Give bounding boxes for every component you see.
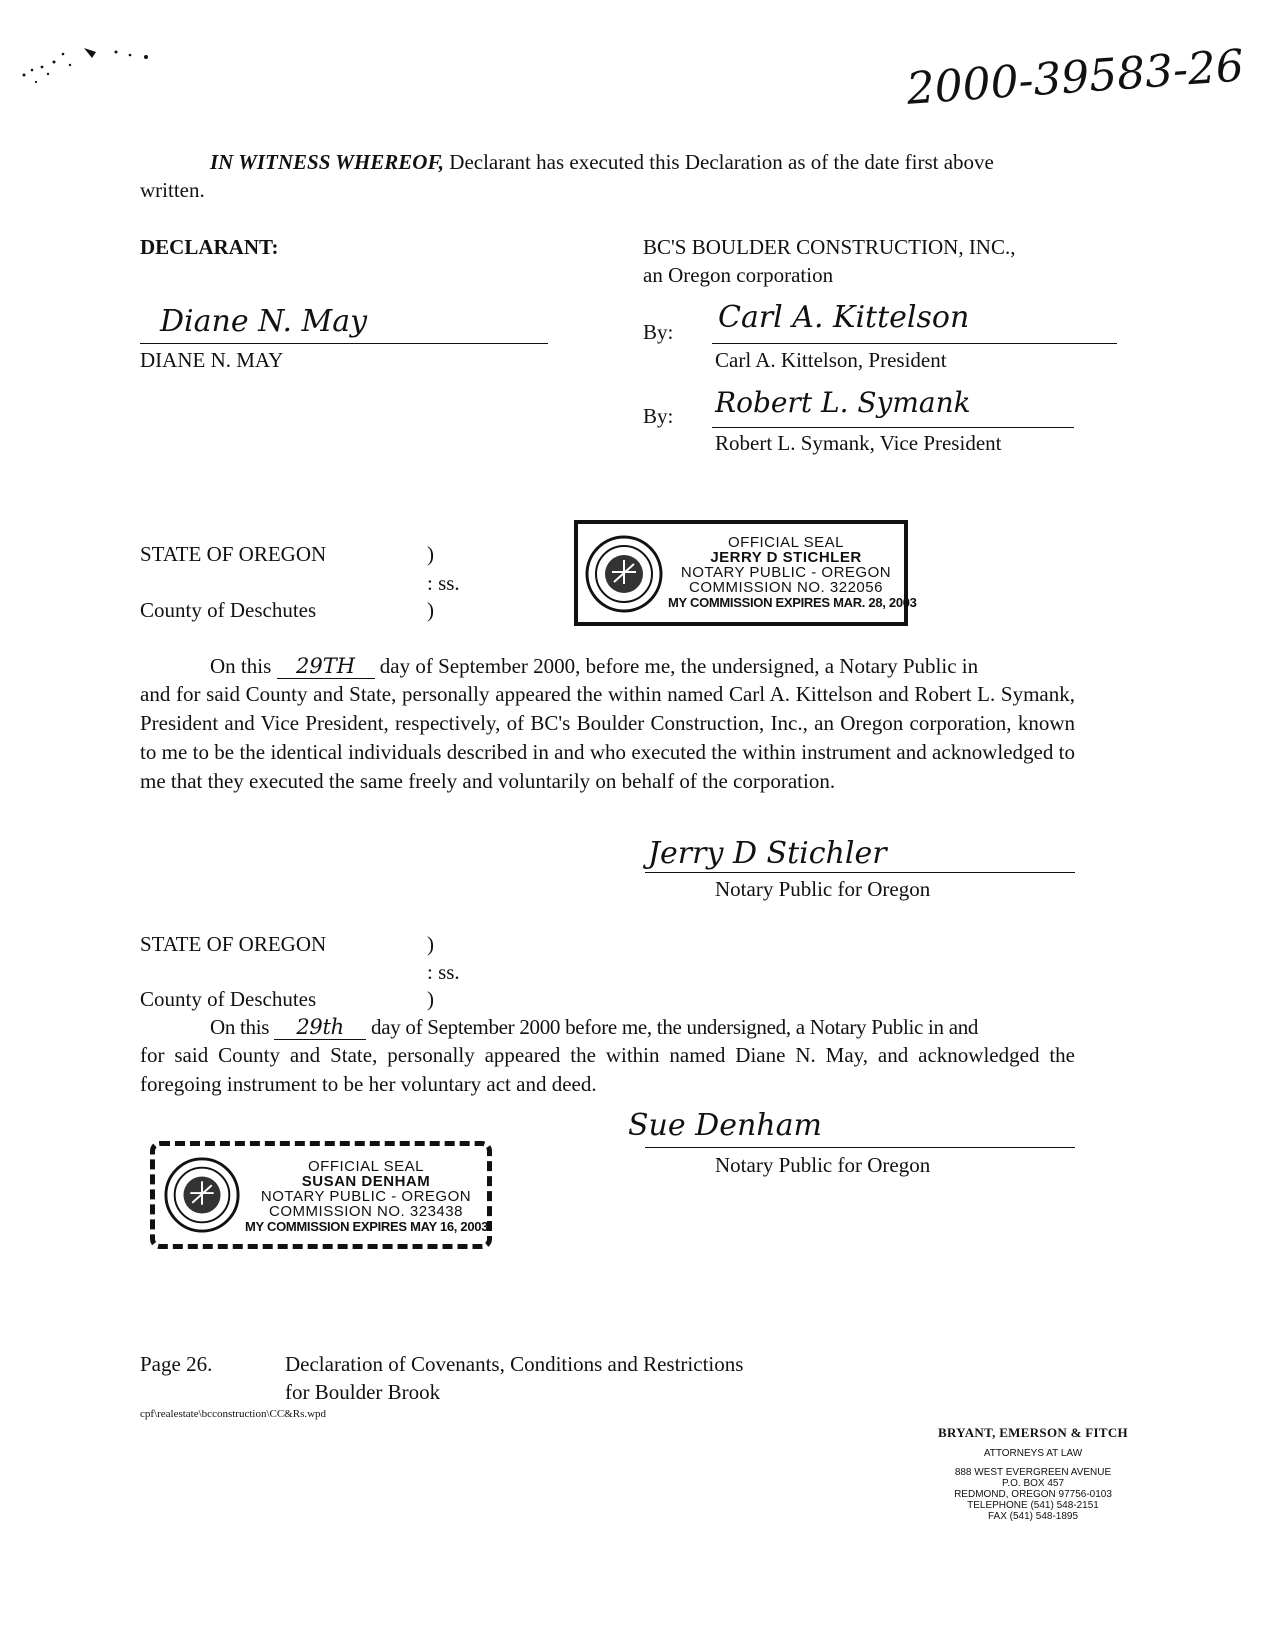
- venue1-county: County of Deschutes: [140, 598, 317, 622]
- notary-seal-denham: [150, 1141, 492, 1249]
- ack2-day: 29th: [274, 1015, 366, 1040]
- venue2-paren-top: ): [427, 932, 434, 956]
- ack1-day: 29TH: [277, 654, 375, 679]
- seal2-line2: SUSAN DENHAM: [301, 1173, 431, 1190]
- signer1-name: Carl A. Kittelson, President: [715, 348, 947, 372]
- venue2-county: County of Deschutes: [140, 987, 317, 1011]
- declarant-label: DECLARANT:: [140, 235, 279, 259]
- signer2-signature-line: [712, 427, 1074, 428]
- signer1-signature: Carl A. Kittelson: [718, 300, 970, 335]
- venue1-paren-bottom: ): [427, 598, 434, 622]
- witness-line-2: written.: [140, 178, 205, 202]
- notary1-signature: Jerry D Stichler: [648, 836, 887, 871]
- notary2-signature-line: [645, 1147, 1075, 1148]
- venue1-state: STATE OF OREGON: [140, 542, 327, 566]
- document-number: 2000-39583-26: [905, 40, 1246, 115]
- signer2-name: Robert L. Symank, Vice President: [715, 431, 1002, 455]
- notary2-signature: Sue Denham: [628, 1108, 822, 1143]
- notary1-signature-line: [645, 872, 1075, 873]
- venue2-paren-bottom: ): [427, 987, 434, 1011]
- firm-address-3: REDMOND, OREGON 97756-0103: [954, 1489, 1112, 1500]
- seal1-line1: OFFICIAL SEAL: [728, 534, 844, 551]
- signer2-signature: Robert L. Symank: [715, 386, 971, 419]
- ack1-pre: On this: [210, 654, 277, 678]
- notary1-label: Notary Public for Oregon: [715, 877, 931, 901]
- signer1-signature-line: [712, 343, 1117, 344]
- seal2-line4: COMMISSION NO. 323438: [269, 1203, 463, 1220]
- by-label-2: By:: [643, 404, 674, 428]
- declarant-name: DIANE N. MAY: [140, 348, 284, 372]
- firm-address-1: 888 WEST EVERGREEN AVENUE: [954, 1467, 1112, 1478]
- witness-lead: IN WITNESS WHEREOF,: [210, 150, 445, 174]
- ack2-pre: On this: [210, 1015, 275, 1039]
- ack1-first-line: [210, 652, 978, 681]
- footer-file-path: cpf\realestate\bcconstruction\CC&Rs.wpd: [140, 1408, 327, 1420]
- venue1-ss: : ss.: [427, 571, 460, 595]
- ack1-body: and for said County and State, personally appeared the within named Carl A. Kittelson and Robert L. Symank, President and Vice President, respectively, of BC's Boulder Construction, Inc., an Oregon corporation, known to me to be the identical individuals described in and who executed the within instrument and acknowledged to me that they executed the same freely and voluntarily on behalf of the corporation.: [140, 682, 1075, 793]
- oregon-seal-icon: [584, 534, 664, 614]
- scan-speckles: [18, 40, 158, 90]
- seal2-line1: OFFICIAL SEAL: [308, 1158, 424, 1175]
- venue2-ss: : ss.: [427, 960, 460, 984]
- firm-fax: FAX (541) 548-1895: [987, 1511, 1079, 1522]
- firm-block: [920, 1425, 1146, 1522]
- notary-seal-stichler: [574, 520, 917, 626]
- oregon-seal-icon: [163, 1156, 241, 1234]
- seal1-line2: JERRY D STICHLER: [710, 549, 862, 566]
- witness-text: Declarant has executed this Declaration as of the date first above: [444, 150, 994, 174]
- witness-line-1: [210, 148, 994, 177]
- notary2-label: Notary Public for Oregon: [715, 1153, 931, 1177]
- ack2-first-line: [210, 1013, 978, 1042]
- ack2-body: for said County and State, personally appeared the within named Diane N. May, and acknowledged the foregoing instrument to be her voluntary act and deed.: [140, 1043, 1075, 1096]
- firm-address-2: P.O. BOX 457: [1001, 1478, 1065, 1489]
- seal2-line3: NOTARY PUBLIC - OREGON: [260, 1188, 472, 1205]
- seal1-line5: MY COMMISSION EXPIRES MAR. 28, 2003: [668, 595, 917, 610]
- company-type: an Oregon corporation: [643, 263, 834, 287]
- declarant-signature: Diane N. May: [160, 304, 368, 339]
- seal2-line5: MY COMMISSION EXPIRES MAY 16, 2003: [245, 1219, 489, 1234]
- firm-name: BRYANT, EMERSON & FITCH: [938, 1425, 1128, 1440]
- seal1-line4: COMMISSION NO. 322056: [689, 579, 883, 596]
- firm-telephone: TELEPHONE (541) 548-2151: [967, 1500, 1099, 1511]
- company-name: BC'S BOULDER CONSTRUCTION, INC.,: [643, 235, 1016, 259]
- ack2-post: day of September 2000 before me, the undersigned, a Notary Public in and: [366, 1015, 979, 1039]
- footer-title-1: Declaration of Covenants, Conditions and Restrictions: [285, 1352, 744, 1376]
- footer-page: Page 26.: [140, 1352, 213, 1376]
- footer-title-2: for Boulder Brook: [285, 1380, 441, 1404]
- venue1-paren-top: ): [427, 542, 434, 566]
- venue2-state: STATE OF OREGON: [140, 932, 327, 956]
- ack1-post: day of September 2000, before me, the undersigned, a Notary Public in: [374, 654, 979, 678]
- declarant-signature-line: [140, 343, 548, 344]
- firm-subtitle: ATTORNEYS AT LAW: [983, 1448, 1083, 1459]
- seal1-line3: NOTARY PUBLIC - OREGON: [680, 564, 892, 581]
- by-label-1: By:: [643, 320, 674, 344]
